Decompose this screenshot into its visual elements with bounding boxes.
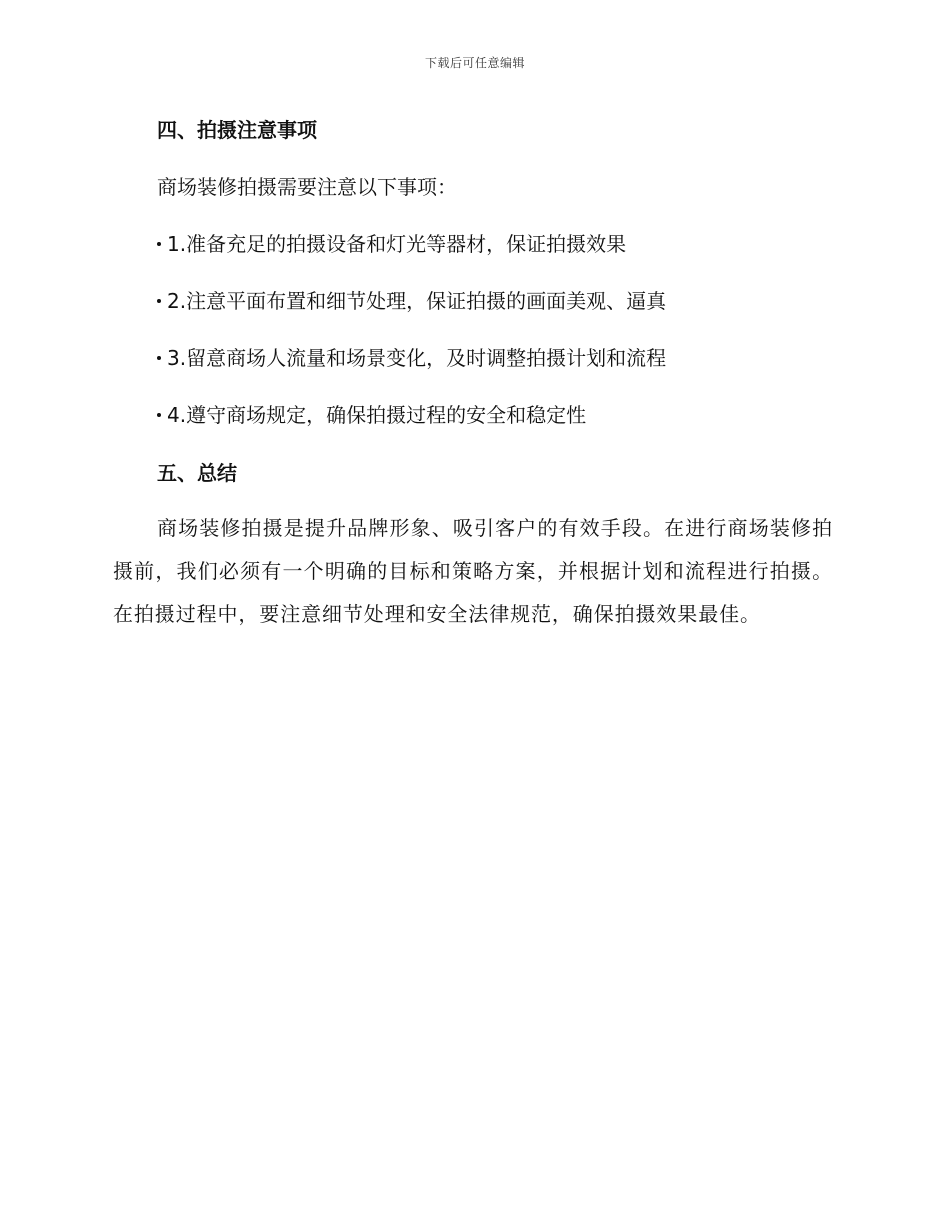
bullet-icon xyxy=(157,356,161,360)
list-item-text: 2.注意平面布置和细节处理，保证拍摄的画面美观、逼真 xyxy=(167,289,667,313)
list-item xyxy=(157,344,666,372)
list-item-text: 1.准备充足的拍摄设备和灯光等器材，保证拍摄效果 xyxy=(167,232,627,256)
bullet-icon xyxy=(157,413,161,417)
section-heading-precautions: 四、拍摄注意事项 xyxy=(157,118,317,142)
list-item xyxy=(157,287,666,315)
page-header: 下载后可任意编辑 xyxy=(424,56,525,70)
summary-paragraph: 商场装修拍摄是提升品牌形象、吸引客户的有效手段。在进行商场装修拍摄前，我们必须有一个明确的目标和策略方案，并根据计划和流程进行拍摄。在拍摄过程中，要注意细节处理和安全法律规范，确保拍摄效果最佳。 xyxy=(113,516,833,626)
list-item-text: 4.遵守商场规定，确保拍摄过程的安全和稳定性 xyxy=(167,403,587,427)
list-item xyxy=(157,230,626,258)
list-item xyxy=(157,401,586,429)
section-heading-summary: 五、总结 xyxy=(157,461,237,485)
list-item-text: 3.留意商场人流量和场景变化，及时调整拍摄计划和流程 xyxy=(167,346,667,370)
precautions-intro: 商场装修拍摄需要注意以下事项： xyxy=(157,175,457,199)
bullet-icon xyxy=(157,242,161,246)
bullet-icon xyxy=(157,299,161,303)
